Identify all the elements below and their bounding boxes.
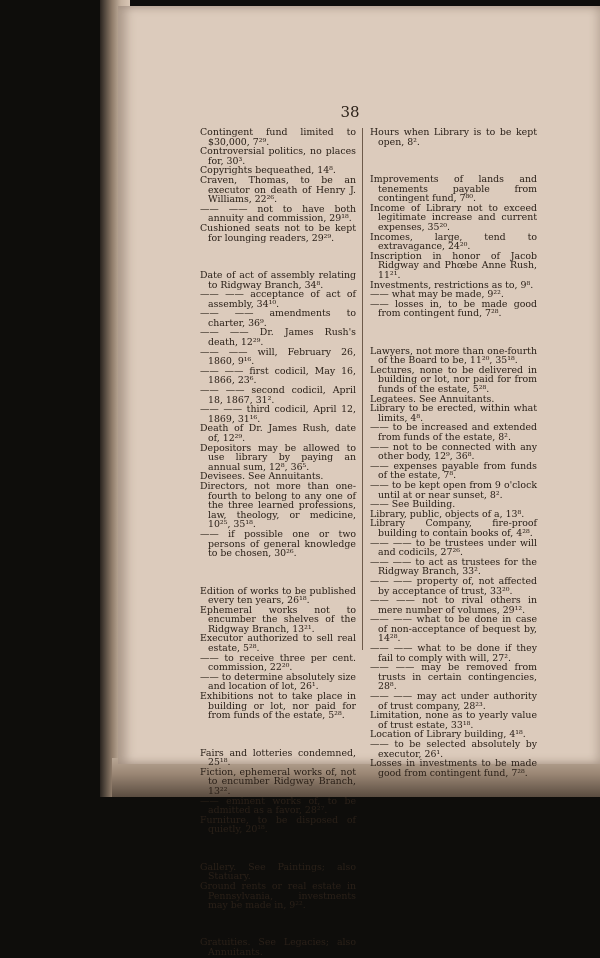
index-entry: Cushioned seats not to be kept for lounging readers, 29²⁹. [200, 222, 356, 244]
index-entry: Legatees. See Annuitants. [370, 393, 495, 405]
index-entry: —— —— to be trustees under will and codicils, 27²⁶. [370, 537, 537, 559]
index-right-column [370, 128, 537, 778]
index-entry: Controversial politics, no places for, 30³. [200, 146, 356, 167]
index-entry: —— —— will, February 26, 1860, 9¹⁶. [200, 346, 356, 368]
index-entry: —— —— what to be done in case of non-acceptance of bequest by, 14²⁸. [370, 614, 537, 645]
index-entry: Exhibitions not to take place in building or lot, nor paid for from funds of the estate, 5²⁸. [200, 691, 356, 722]
column-divider [362, 128, 363, 650]
index-entry: Death of Dr. James Rush, date of, 12²⁹. [200, 423, 356, 444]
index-entry: Hours when Library is to be kept open, 8². [370, 127, 537, 148]
index-entry: —— —— property of, not affected by acceptance of trust, 33²⁰. [370, 575, 537, 597]
index-entry: —— —— Dr. James Rush's death, 12²⁹. [200, 327, 356, 349]
section-gap [200, 253, 356, 262]
index-entry: Devisees. See Annuitants. [200, 471, 324, 483]
index-left-column [200, 128, 356, 958]
index-entry: —— to be kept open from 9 o'clock until at or near sunset, 8². [370, 479, 537, 501]
index-entry: —— —— to act as trustees for the Ridgway Branch, 33². [370, 556, 537, 578]
section-gap [200, 844, 356, 853]
index-entry: Gallery. See Paintings; also Statuary. [200, 861, 356, 883]
index-entry: —— —— what to be done if they fail to comply with will, 27². [370, 643, 537, 664]
index-entry: —— See Building. [370, 499, 456, 511]
index-entry: Gratuities. See Legacies; also Annuitants. [200, 937, 356, 958]
index-entry: Ephemeral works not to encumber the shelves of the Ridgway Branch, 13²¹. [200, 604, 356, 635]
index-entry: Lawyers, not more than one-fourth of the Board to be, 11²⁰, 35¹⁸. [370, 345, 537, 367]
index-entry: —— —— may be removed from trusts in certain contingencies, 28⁸. [370, 662, 537, 693]
index-entry: —— expenses payable from funds of the estate, 7⁸. [370, 460, 537, 482]
index-entry: Library, public, objects of a, 13⁸. [370, 508, 525, 520]
index-entry: Craven, Thomas, to be an executor on death of Henry J. Williams, 22²⁶. [200, 174, 356, 206]
index-entry: —— losses in, to be made good from contingent fund, 7²⁸. [370, 298, 537, 320]
index-entry: Executor authorized to sell real estate, 5²⁸. [200, 633, 356, 655]
index-entry: —— —— first codicil, May 16, 1866, 23⁶. [200, 365, 356, 387]
index-entry: —— —— amendments to charter, 36⁹. [200, 308, 356, 329]
index-entry: —— not to be connected with any other body, 12⁹, 36⁸. [370, 441, 537, 463]
section-gap [200, 920, 356, 929]
index-entry: —— to be increased and extended from funds of the estate, 8². [370, 422, 537, 443]
index-entry: —— —— not to rival others in mere number of volumes, 29¹². [370, 595, 537, 616]
index-entry: —— —— acceptance of act of assembly, 34¹⁰. [200, 289, 356, 310]
section-gap [200, 730, 356, 739]
index-entry: Depositors may be allowed to use library by paying an annual sum, 12⁸, 36⁵. [200, 442, 356, 473]
index-entry: —— if possible one or two persons of general knowledge to be chosen, 30²⁶. [200, 528, 356, 560]
index-entry: Improvements of lands and tenements payable from contingent fund, 7⁸⁰. [370, 173, 537, 205]
index-entry: —— —— not to have both annuity and commission, 29¹⁸. [200, 203, 356, 225]
section-gap [370, 328, 537, 337]
index-entry: Library Company, fire-proof building to contain books of, 4²⁸. [370, 518, 537, 539]
index-entry: —— —— may act under authority of trust company, 28²³. [370, 691, 537, 712]
index-entry: Contingent fund limited to $30,000, 7²⁹. [200, 127, 356, 148]
index-entry: Furniture, to be disposed of quietly, 20¹⁸. [200, 814, 356, 836]
index-entry: —— eminent works of, to be admitted as a favor, 28²⁷. [200, 795, 356, 817]
index-entry: Fiction, ephemeral works of, not to encumber Ridgway Branch, 13²². [200, 766, 356, 797]
index-entry: Incomes, large, tend to extravagance, 24²⁰. [370, 231, 537, 253]
index-entry: Limitation, none as to yearly value of trust estate, 33¹⁸. [370, 710, 537, 731]
index-entry: —— —— second codicil, April 18, 1867, 31². [200, 385, 356, 406]
index-entry: Income of Library not to exceed legitimate increase and current expenses, 35²⁰. [370, 202, 537, 233]
index-entry: Losses in investments to be made good from contingent fund, 7²⁸. [370, 758, 537, 779]
index-entry: Investments, restrictions as to, 9⁸. [370, 279, 534, 291]
index-entry: Lectures, none to be delivered in building or lot, nor paid for from funds of the estate, 5²⁸. [370, 364, 537, 396]
index-entry: —— to receive three per cent. commission, 22²⁰. [200, 652, 356, 674]
index-entry: Inscription in honor of Jacob Ridgway and Phœbe Anne Rush, 11²¹. [370, 250, 537, 281]
section-gap [370, 157, 537, 166]
index-entry: Ground rents or real estate in Pennsylvania, investments may be made in, 9²². [200, 880, 356, 912]
index-entry: —— to be selected absolutely by executor, 26¹. [370, 739, 537, 760]
index-entry: —— —— third codicil, April 12, 1869, 31¹⁶. [200, 404, 356, 425]
page-number: 38 [340, 103, 360, 121]
index-entry: Copyrights bequeathed, 14⁸. [200, 165, 336, 177]
section-gap [200, 568, 356, 577]
index-entry: —— what may be made, 9²². [370, 289, 504, 301]
index-entry: Directors, not more than one-fourth to belong to any one of the three learned professions, law, theology, or medicine, 10²⁵, 35¹⁸. [200, 480, 356, 531]
index-entry: Date of act of assembly relating to Ridgway Branch, 34⁸. [200, 269, 356, 291]
index-entry: Location of Library building, 4¹⁸. [370, 729, 526, 741]
index-entry: Fairs and lotteries condemned, 25¹⁸. [200, 747, 356, 769]
index-entry: Edition of works to be published every ten years, 26¹⁸. [200, 585, 356, 607]
index-entry: Library to be erected, within what limits, 4⁸. [370, 403, 537, 424]
index-entry: —— to determine absolutely size and location of lot, 26¹. [200, 671, 356, 693]
